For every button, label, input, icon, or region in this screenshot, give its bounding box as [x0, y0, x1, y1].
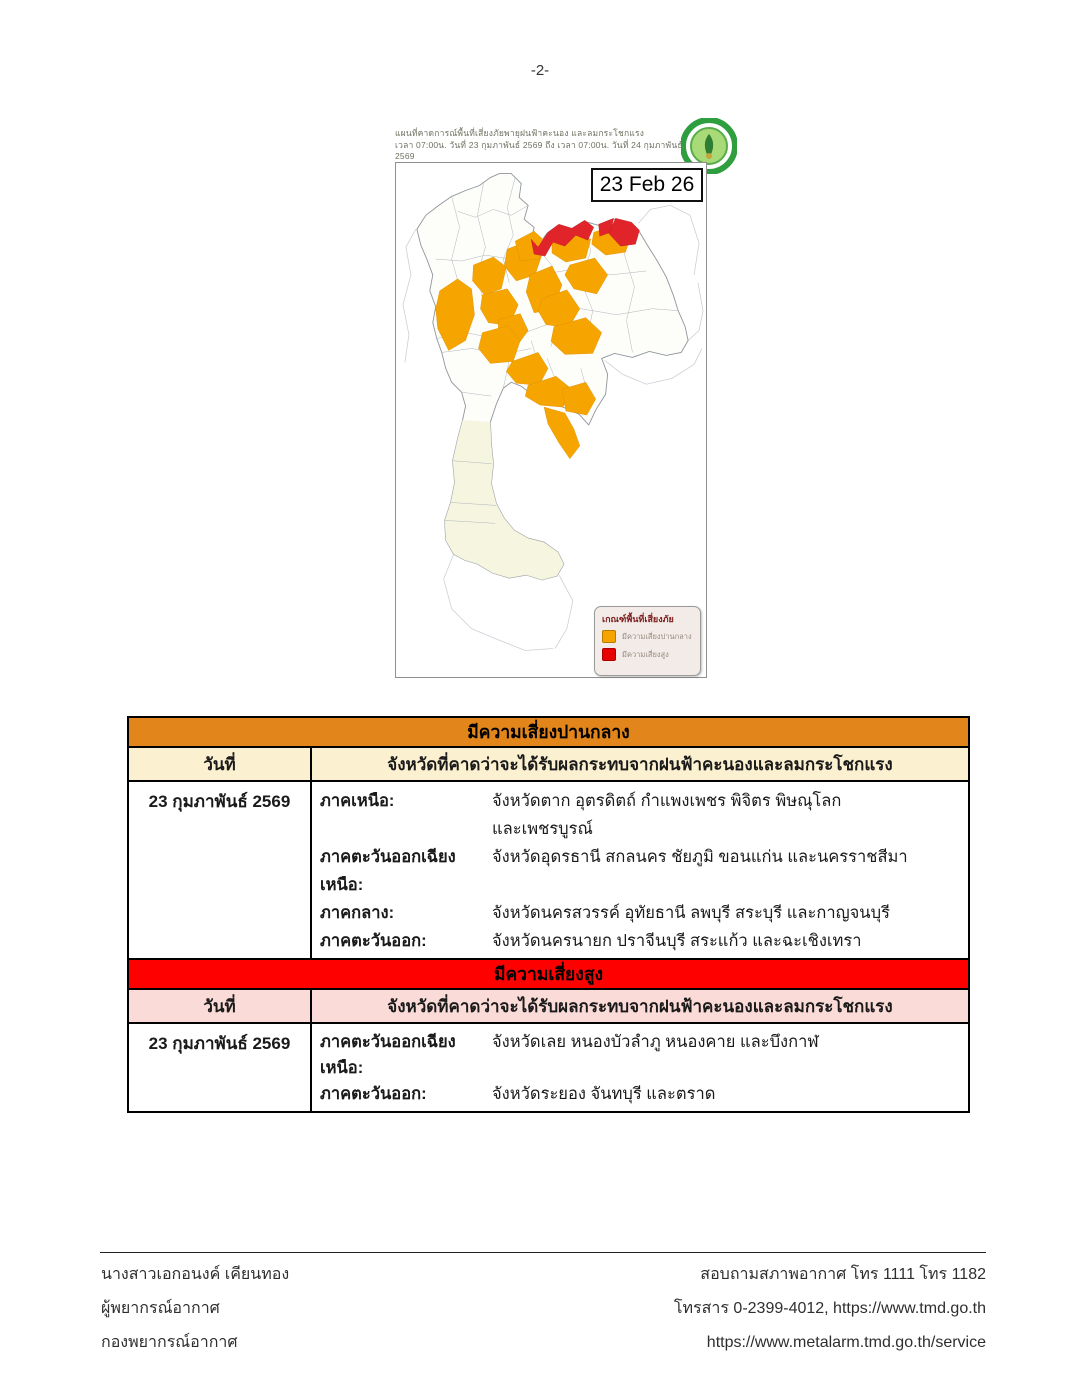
risk-map — [393, 125, 743, 687]
region-label: ภาคตะวันออก: — [320, 932, 427, 950]
col-header-provinces: จังหวัดที่คาดว่าจะได้รับผลกระทบจากฝนฟ้าคะนองและลมกระโชกแรง — [387, 996, 893, 1016]
col-header-date: วันที่ — [129, 990, 312, 1022]
high-table-body — [129, 1024, 968, 1111]
province-line: จังหวัดระยอง จันทบุรี และตราด — [492, 1085, 716, 1103]
south-region-tint — [445, 420, 564, 580]
region-label: ภาคตะวันออก: — [320, 1085, 427, 1103]
table-row — [320, 843, 968, 899]
high-table-title: มีความเสี่ยงสูง — [129, 960, 968, 988]
region-label: ภาคตะวันออกเฉียงเหนือ: — [320, 848, 456, 894]
province-line: จังหวัดนครสวรรค์ อุทัยธานี ลพบุรี สระบุรี และกาญจนบุรี — [492, 904, 890, 922]
province-line: และเพชรบูรณ์ — [492, 820, 593, 838]
medium-table-title: มีความเสี่ยงปานกลาง — [129, 718, 968, 746]
medium-risk-table — [127, 716, 970, 961]
date-cell: 23 กุมภาพันธ์ 2569 — [129, 1024, 312, 1111]
forecaster-name: นางสาวเอกอนงค์ เคียนทอง — [101, 1266, 290, 1283]
legend-label-medium: มีความเสี่ยงปานกลาง — [622, 631, 692, 641]
table-row — [320, 1081, 968, 1107]
legend-title: เกณฑ์พื้นที่เสี่ยงภัย — [602, 614, 674, 624]
province-list — [492, 1029, 968, 1081]
contact-phone: สอบถามสภาพอากาศ โทร 1111 โทร 1182 — [700, 1266, 986, 1283]
legend-label-high: มีความเสี่ยงสูง — [622, 649, 669, 659]
map-legend — [594, 606, 701, 676]
map-title-line1: แผนที่คาดการณ์พื้นที่เสี่ยงภัยพายุฝนฟ้าคะนอง และลมกระโชกแรง — [395, 128, 645, 138]
high-table-header-row — [129, 988, 968, 1024]
forecaster-division: กองพยากรณ์อากาศ — [101, 1334, 238, 1351]
region-rows — [312, 782, 968, 959]
province-list — [492, 843, 968, 899]
date-cell: 23 กุมภาพันธ์ 2569 — [129, 782, 312, 959]
map-title-line2: เวลา 07:00น. วันที่ 23 กุมภาพันธ์ 2569 ถึง เวลา 07:00น. วันที่ 24 กุมภาพันธ์ 2569 — [395, 139, 683, 161]
medium-table-header-row — [129, 746, 968, 782]
table-row — [320, 787, 968, 843]
map-date-label: 23 Feb 26 — [591, 168, 703, 202]
region-label: ภาคตะวันออกเฉียงเหนือ: — [320, 1033, 456, 1077]
high-risk-table — [127, 958, 970, 1113]
table-row — [320, 927, 968, 955]
region-label: ภาคกลาง: — [320, 904, 395, 922]
footer-divider — [100, 1252, 986, 1253]
thailand-map-svg — [396, 163, 706, 677]
high-risk-swatch — [602, 648, 616, 661]
table-row — [320, 899, 968, 927]
province-line: จังหวัดนครนายก ปราจีนบุรี สระแก้ว และฉะเชิงเทรา — [492, 932, 862, 950]
forecaster-title: ผู้พยากรณ์อากาศ — [101, 1300, 220, 1317]
col-header-provinces: จังหวัดที่คาดว่าจะได้รับผลกระทบจากฝนฟ้าคะนองและลมกระโชกแรง — [387, 754, 893, 774]
province-line: จังหวัดตาก อุตรดิตถ์ กำแพงเพชร พิจิตร พิษณุโลก — [492, 792, 842, 810]
region-rows — [312, 1024, 968, 1111]
table-row — [320, 1029, 968, 1081]
footer-author-block — [101, 1258, 289, 1360]
province-list — [492, 899, 968, 927]
contact-fax-url: โทรสาร 0-2399-4012, https://www.tmd.go.th — [673, 1300, 986, 1317]
legend-item-medium — [602, 630, 693, 643]
footer-contact-block — [674, 1258, 986, 1360]
province-line: จังหวัดเลย หนองบัวลำภู หนองคาย และบึงกาฬ — [492, 1033, 819, 1051]
map-frame — [395, 162, 707, 678]
province-list — [492, 1081, 968, 1107]
map-title — [395, 128, 695, 163]
province-list — [492, 787, 968, 843]
medium-table-body — [129, 782, 968, 959]
page-number: -2- — [530, 62, 550, 79]
province-list — [492, 927, 968, 955]
region-label: ภาคเหนือ: — [320, 792, 395, 810]
contact-service-url: https://www.metalarm.tmd.go.th/service — [706, 1334, 986, 1351]
medium-risk-swatch — [602, 630, 616, 643]
legend-item-high — [602, 648, 693, 661]
province-line: จังหวัดอุดรธานี สกลนคร ชัยภูมิ ขอนแก่น และนครราชสีมา — [492, 848, 908, 866]
col-header-date: วันที่ — [129, 748, 312, 780]
